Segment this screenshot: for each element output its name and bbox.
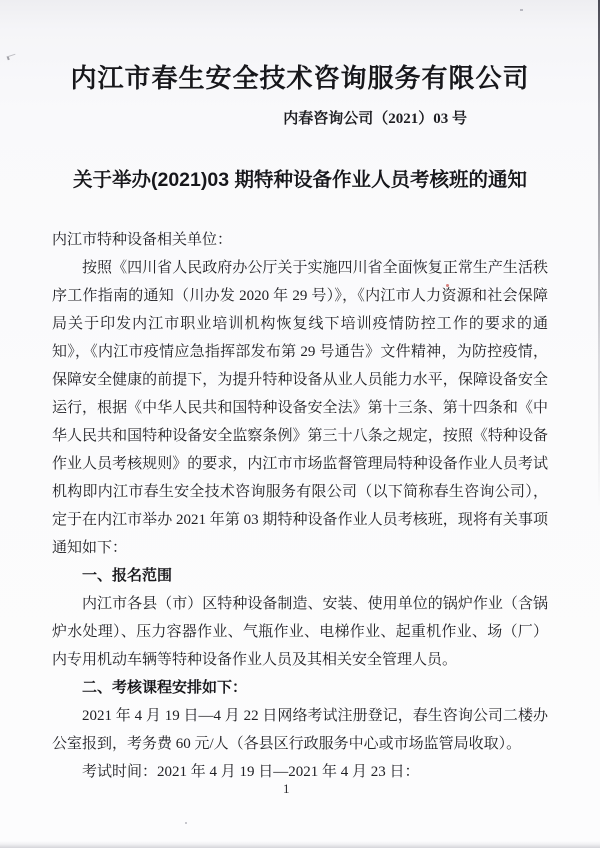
scan-edge-shadow-bottom <box>0 841 600 848</box>
page-number: 1 <box>283 781 290 796</box>
scan-speck <box>520 9 523 11</box>
section1-heading: 一、报名范围 <box>82 567 173 584</box>
scan-speck <box>185 822 187 824</box>
company-title: 内江市春生安全技术咨询服务有限公司 <box>70 64 530 93</box>
exam-time-line: 考试时间：2021 年 4 月 19 日—2021 年 4 月 23 日： <box>82 764 420 780</box>
notice-body <box>52 226 548 786</box>
section2-heading: 二、考核课程安排如下： <box>82 679 248 696</box>
intro-paragraph: 按照《四川省人民政府办公厅关于实施四川省全面恢复正常生产生活秩序工作指南的通知（川办发 2020 年 29 号）》，《内江市人力资源和社会保障局关于印发内江市职业培训机构恢复线下培训疫情防控工作的要求的通知》，《内江市疫情应急指挥部发布第 29 号通告》文件精神，为防控疫情，保障安全健康的前提下，为提升特种设备从业人员能力水平，保障设备安全运行，根据《中华人民共和国特种设备安全法》第十三条、第十四条和《中华人民共和国特种设备安全监察条例》第三十八条之规定，按照《特种设备作业人员考核规则》的要求，内江市市场监督管理局特种设备作业人员考试机构即内江市春生安全技术咨询服务有限公司（以下简称春生咨询公司），定于在内江市举办 2021 年第 03 期特种设备作业人员考核班，现将有关事项通知如下： <box>52 260 548 556</box>
notice-title: 关于举办(2021)03 期特种设备作业人员考核班的通知 <box>73 169 527 191</box>
document-number: 内春咨询公司（2021）03 号 <box>283 111 467 127</box>
section2-body: 2021 年 4 月 19 日—4 月 22 日网络考试注册登记，春生咨询公司二楼办公室报到，考务费 60 元/人（各县区行政服务中心或市场监管局收取）。 <box>52 708 548 752</box>
section1-body: 内江市各县（市）区特种设备制造、安装、使用单位的锅炉作业（含锅炉水处理）、压力容器作业、气瓶作业、电梯作业、起重机作业、场（厂）内专用机动车辆等特种设备作业人员及其相关安全管理人员。 <box>52 596 548 668</box>
salutation: 内江市特种设备相关单位： <box>52 232 233 248</box>
